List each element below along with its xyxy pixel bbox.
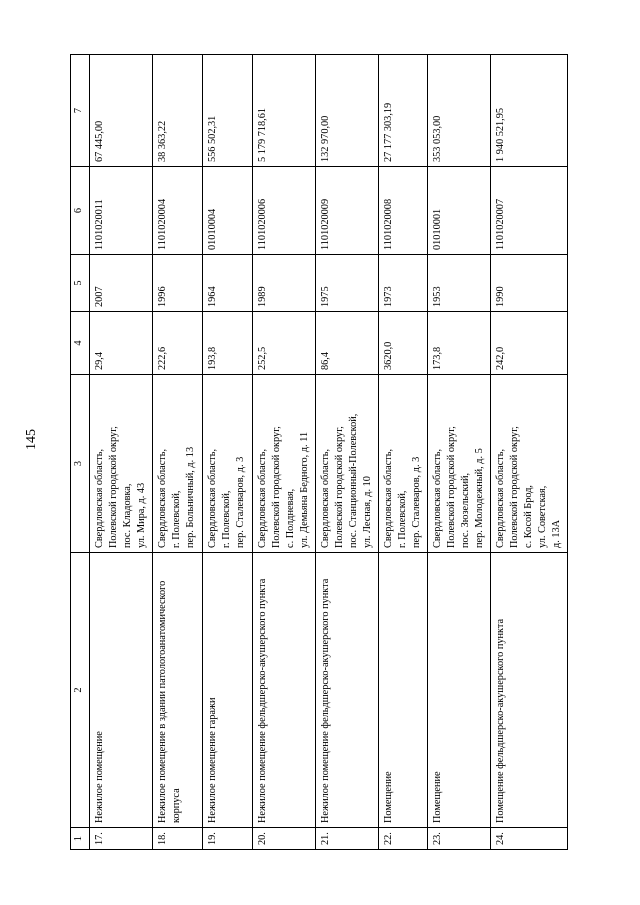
object-address	[316, 375, 379, 553]
object-address	[253, 375, 316, 553]
book-value: 132 970,00	[316, 55, 379, 167]
row-number: 23.	[428, 828, 491, 850]
year-built: 2007	[90, 255, 153, 312]
row-number: 21.	[316, 828, 379, 850]
year-built: 1996	[153, 255, 203, 312]
object-area: 173,8	[428, 312, 491, 375]
address-line: Полевской городской округ,	[446, 426, 457, 548]
address-line: пос. Кладовка,	[122, 483, 133, 548]
column-header: 4	[71, 312, 90, 375]
object-name: Помещение фельдшерско-акушерского пункта	[491, 553, 568, 828]
table-row	[428, 55, 491, 850]
table-row	[253, 55, 316, 850]
rotated-page-content	[70, 55, 570, 850]
year-built: 1973	[379, 255, 428, 312]
address-line: пер. Больничный, д. 13	[185, 446, 196, 548]
book-value: 27 177 303,19	[379, 55, 428, 167]
object-name: Нежилое помещение гаражи	[203, 553, 253, 828]
object-address	[90, 375, 153, 553]
table-header-row	[71, 55, 90, 850]
book-value: 67 445,00	[90, 55, 153, 167]
book-value: 556 502,31	[203, 55, 253, 167]
object-name: Нежилое помещение	[90, 553, 153, 828]
book-value: 1 940 521,95	[491, 55, 568, 167]
year-built: 1989	[253, 255, 316, 312]
address-line: Свердловская область,	[320, 448, 331, 548]
object-address	[203, 375, 253, 553]
object-name: Нежилое помещение в здании патологоанатомического корпуса	[153, 553, 203, 828]
address-line: ул. Мира, д. 43	[136, 482, 147, 548]
inventory-code: 1101020007	[491, 167, 568, 255]
address-line: Свердловская область,	[383, 448, 394, 548]
address-line: Свердловская область,	[495, 448, 506, 548]
object-address	[428, 375, 491, 553]
object-area: 252,5	[253, 312, 316, 375]
address-line: ул. Советская,	[537, 485, 548, 548]
table-row	[203, 55, 253, 850]
address-line: Полевской городской округ,	[108, 426, 119, 548]
object-name: Помещение	[379, 553, 428, 828]
table-row	[153, 55, 203, 850]
address-line: Свердловская область,	[94, 448, 105, 548]
table-row	[379, 55, 428, 850]
column-header: 6	[71, 167, 90, 255]
column-header: 7	[71, 55, 90, 167]
object-name: Нежилое помещение фельдшерско-акушерского пункта	[253, 553, 316, 828]
property-table	[70, 54, 568, 850]
address-line: пос. Станционный-Полевской,	[348, 413, 359, 548]
column-header: 5	[71, 255, 90, 312]
row-number: 22.	[379, 828, 428, 850]
address-line: Свердловская область,	[157, 448, 168, 548]
address-line: Свердловская область,	[207, 448, 218, 548]
year-built: 1953	[428, 255, 491, 312]
address-line: г. Полевской,	[397, 490, 408, 548]
object-area: 193,8	[203, 312, 253, 375]
book-value: 353 053,00	[428, 55, 491, 167]
inventory-code: 1101020006	[253, 167, 316, 255]
column-header: 3	[71, 375, 90, 553]
year-built: 1964	[203, 255, 253, 312]
object-address	[379, 375, 428, 553]
object-area: 86,4	[316, 312, 379, 375]
object-area: 222,6	[153, 312, 203, 375]
column-header: 1	[71, 828, 90, 850]
address-line: с. Косой Брод,	[523, 484, 534, 548]
object-area: 3620,0	[379, 312, 428, 375]
object-area: 29,4	[90, 312, 153, 375]
address-line: ул. Демьяна Бедного, д. 11	[299, 431, 310, 548]
address-line: с. Полдневая,	[285, 488, 296, 548]
book-value: 38 363,22	[153, 55, 203, 167]
page-number: 145	[24, 429, 39, 450]
address-line: пос. Зюзельский,	[460, 472, 471, 548]
address-line: пер. Сталеваров, д. 3	[411, 456, 422, 548]
address-line: д. 13А	[551, 519, 562, 548]
row-number: 20.	[253, 828, 316, 850]
object-area: 242,0	[491, 312, 568, 375]
address-line: пер. Молодежный, д. 5	[474, 448, 485, 548]
row-number: 17.	[90, 828, 153, 850]
address-line: Свердловская область,	[257, 448, 268, 548]
inventory-code: 01010001	[428, 167, 491, 255]
table-row	[90, 55, 153, 850]
inventory-code: 1101020008	[379, 167, 428, 255]
object-name: Нежилое помещение фельдшерско-акушерского пункта	[316, 553, 379, 828]
address-line: г. Полевской,	[171, 490, 182, 548]
address-line: пер. Сталеваров, д. 3	[235, 456, 246, 548]
book-value: 5 179 718,61	[253, 55, 316, 167]
address-line: Свердловская область,	[432, 448, 443, 548]
address-line: г. Полевской,	[221, 490, 232, 548]
object-name: Помещение	[428, 553, 491, 828]
table-row	[491, 55, 568, 850]
address-line: ул. Лесная, д. 10	[362, 476, 373, 548]
address-line: Полевской городской округ,	[509, 426, 520, 548]
address-line: Полевской городской округ,	[334, 426, 345, 548]
row-number: 18.	[153, 828, 203, 850]
row-number: 24.	[491, 828, 568, 850]
address-line: Полевской городской округ,	[271, 426, 282, 548]
inventory-code: 1101020011	[90, 167, 153, 255]
year-built: 1975	[316, 255, 379, 312]
year-built: 1990	[491, 255, 568, 312]
inventory-code: 01010004	[203, 167, 253, 255]
row-number: 19.	[203, 828, 253, 850]
column-header: 2	[71, 553, 90, 828]
table-row	[316, 55, 379, 850]
inventory-code: 1101020004	[153, 167, 203, 255]
inventory-code: 1101020009	[316, 167, 379, 255]
object-address	[491, 375, 568, 553]
table-body	[90, 55, 568, 850]
object-address	[153, 375, 203, 553]
